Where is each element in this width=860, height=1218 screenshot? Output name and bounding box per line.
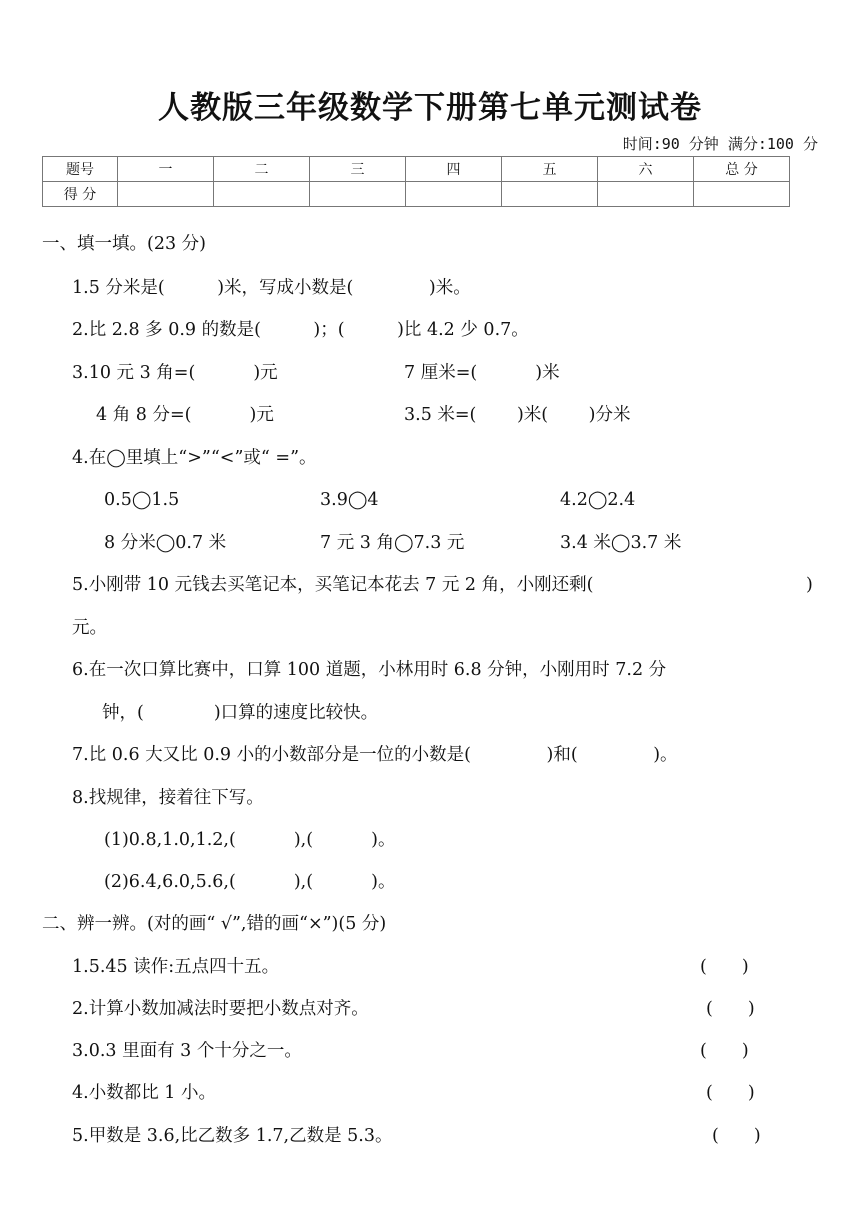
judge-item-4: 4.小数都比 1 小。 [72, 1083, 216, 1103]
page-title: 人教版三年级数学下册第七单元测试卷 [158, 90, 702, 126]
question-3a: 3.10 元 3 角=( )元 [72, 363, 278, 383]
compare-item: 4.2◯2.4 [560, 490, 636, 510]
score-col-5: 五 [502, 157, 598, 182]
section2-heading: 二、辨一辨。(对的画“ √”,错的画“×”)(5 分) [42, 914, 387, 934]
question-5-close-paren: ) [806, 575, 813, 595]
question-3c: 4 角 8 分=( )元 [96, 405, 274, 425]
score-col-4: 四 [406, 157, 502, 182]
question-2: 2.比 2.8 多 0.9 的数是( )；( )比 4.2 少 0.7。 [72, 320, 529, 340]
question-8-2: (2)6.4,6.0,5.6,( ),( )。 [104, 872, 396, 892]
score-cell[interactable] [502, 182, 598, 207]
question-6: 6.在一次口算比赛中，口算 100 道题，小林用时 6.8 分钟，小刚用时 7.2 分 [72, 660, 667, 680]
score-table-header-row [43, 157, 790, 182]
score-cell[interactable] [214, 182, 310, 207]
compare-item: 0.5◯1.5 [104, 490, 180, 510]
score-header-label: 题号 [43, 157, 118, 182]
judge-item-1: 1.5.45 读作:五点四十五。 [72, 957, 280, 977]
time-info: 时间:90 分钟 满分:100 分 [622, 135, 818, 153]
judge-bracket-5[interactable]: ( ) [712, 1126, 761, 1146]
judge-item-2: 2.计算小数加减法时要把小数点对齐。 [72, 999, 369, 1019]
section1-heading: 一、填一填。(23 分) [42, 234, 206, 254]
question-3d: 3.5 米=( )米( )分米 [404, 405, 631, 425]
score-cell[interactable] [694, 182, 790, 207]
score-col-total: 总 分 [694, 157, 790, 182]
compare-item: 3.4 米◯3.7 米 [560, 533, 682, 553]
score-row-label: 得 分 [43, 182, 118, 207]
judge-bracket-1[interactable]: ( ) [700, 957, 749, 977]
score-cell[interactable] [598, 182, 694, 207]
question-4: 4.在◯里填上“>”“<”或“ =”。 [72, 448, 317, 468]
score-cell[interactable] [310, 182, 406, 207]
score-table-score-row [43, 182, 790, 207]
score-col-6: 六 [598, 157, 694, 182]
judge-bracket-4[interactable]: ( ) [706, 1083, 755, 1103]
question-6-cont: 钟，( )口算的速度比较快。 [102, 703, 379, 723]
score-table [42, 156, 790, 207]
score-col-3: 三 [310, 157, 406, 182]
question-3b: 7 厘米=( )米 [404, 363, 560, 383]
compare-item: 3.9◯4 [320, 490, 379, 510]
question-8-1: (1)0.8,1.0,1.2,( ),( )。 [104, 830, 396, 850]
judge-item-5: 5.甲数是 3.6,比乙数多 1.7,乙数是 5.3。 [72, 1126, 393, 1146]
compare-item: 7 元 3 角◯7.3 元 [320, 533, 465, 553]
score-col-2: 二 [214, 157, 310, 182]
judge-bracket-3[interactable]: ( ) [700, 1041, 749, 1061]
judge-bracket-2[interactable]: ( ) [706, 999, 755, 1019]
score-cell[interactable] [406, 182, 502, 207]
compare-item: 8 分米◯0.7 米 [104, 533, 227, 553]
question-7: 7.比 0.6 大又比 0.9 小的小数部分是一位的小数是( )和( )。 [72, 745, 678, 765]
judge-item-3: 3.0.3 里面有 3 个十分之一。 [72, 1041, 302, 1061]
question-5-cont: 元。 [72, 618, 107, 638]
score-col-1: 一 [118, 157, 214, 182]
question-1: 1.5 分米是( )米，写成小数是( )米。 [72, 278, 471, 298]
question-8: 8.找规律，接着往下写。 [72, 788, 264, 808]
question-5: 5.小刚带 10 元钱去买笔记本，买笔记本花去 7 元 2 角，小刚还剩( [72, 575, 594, 595]
score-cell[interactable] [118, 182, 214, 207]
